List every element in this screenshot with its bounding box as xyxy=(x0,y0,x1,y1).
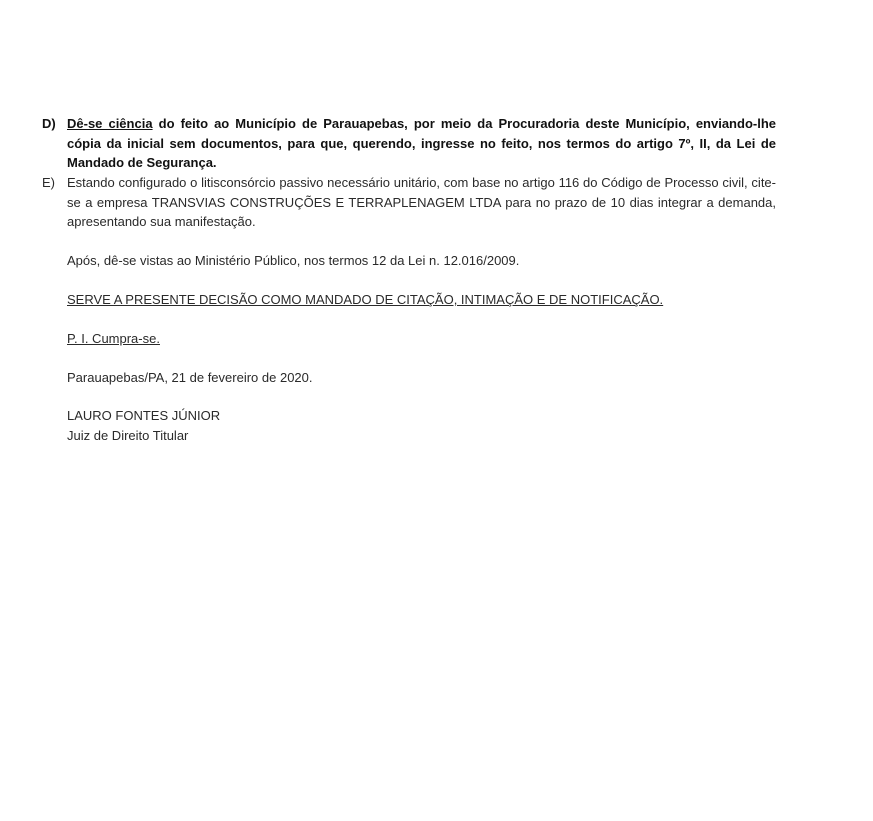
item-d-lead: Dê-se ciência xyxy=(67,116,153,131)
item-e-body: Estando configurado o litisconsórcio passivo necessário unitário, com base no artigo 116 do Código de Processo civil, cite-se a empresa TRANSVIAS CONSTRUÇÕES E TERRAPLENAGEM LTDA para no prazo de 10 dias integrar a demanda, apresentando sua manifestação. xyxy=(67,175,776,229)
item-d xyxy=(42,114,776,173)
item-e xyxy=(42,173,776,232)
item-d-text: do feito ao Município de Parauapebas, por meio da Procuradoria deste Município, enviando-lhe cópia da inicial sem documentos, para que, querendo, ingresse no feito, nos termos do artigo 7º, II, da Lei de Mandado de Segurança. xyxy=(67,116,776,170)
serve-paragraph: SERVE A PRESENTE DECISÃO COMO MANDADO DE CITAÇÃO, INTIMAÇÃO E DE NOTIFICAÇÃO. xyxy=(67,292,664,307)
signature-name: LAURO FONTES JÚNIOR xyxy=(67,408,221,423)
place-date: Parauapebas/PA, 21 de fevereiro de 2020. xyxy=(67,370,313,385)
item-d-marker: D) xyxy=(42,116,56,131)
item-e-marker: E) xyxy=(42,175,55,190)
apos-paragraph: Após, dê-se vistas ao Ministério Público, nos termos 12 da Lei n. 12.016/2009. xyxy=(67,253,520,268)
item-d-body xyxy=(67,114,776,173)
cumpra-paragraph: P. I. Cumpra-se. xyxy=(67,331,160,346)
signature-title: Juiz de Direito Titular xyxy=(67,428,189,443)
